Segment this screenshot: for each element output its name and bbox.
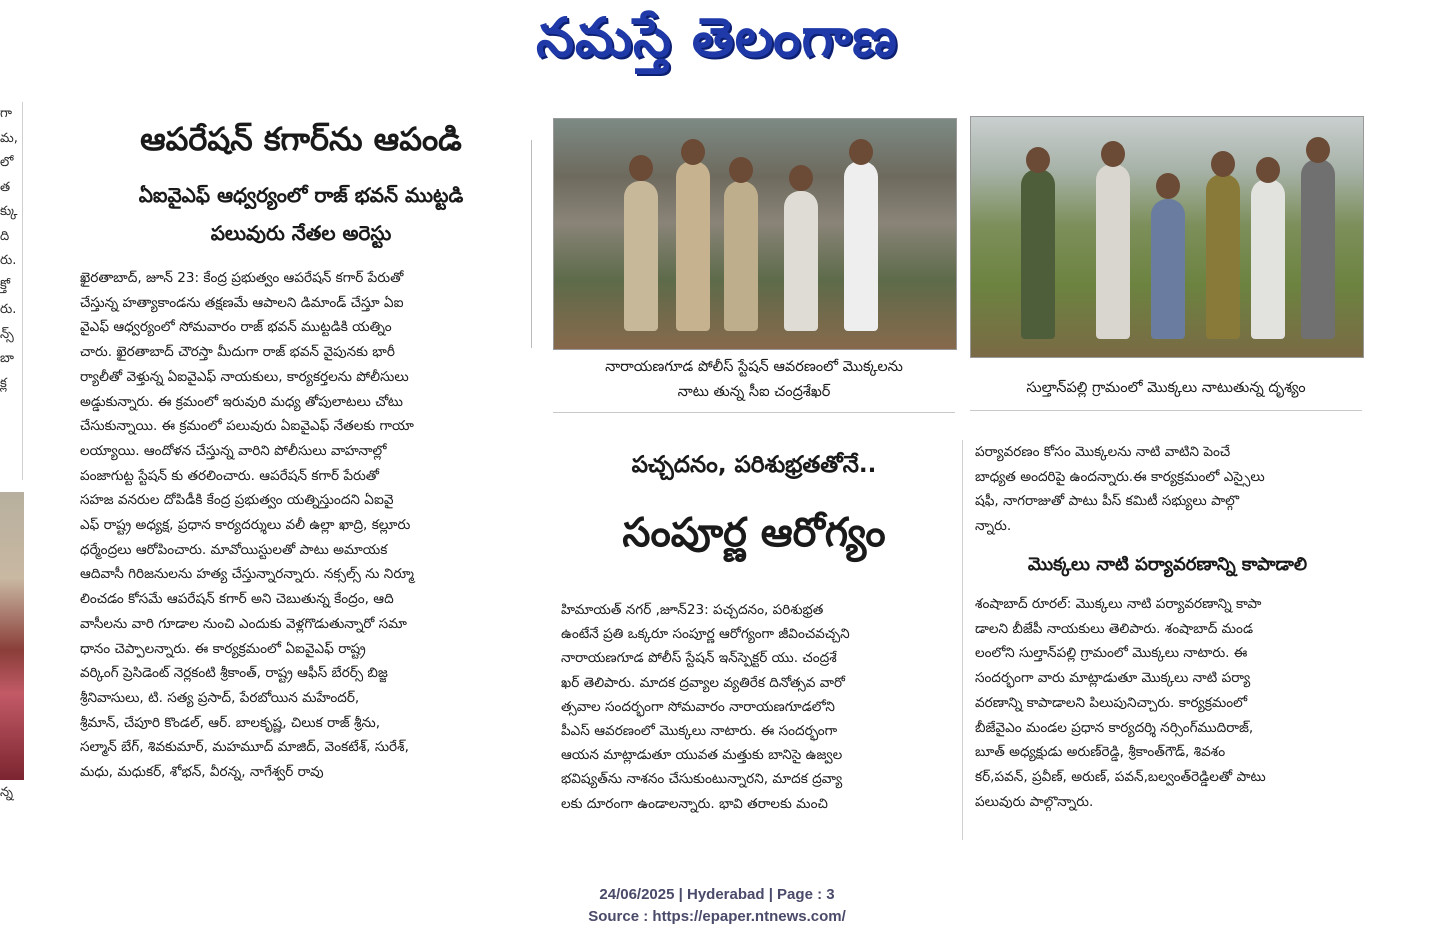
body-line: శ్రీనివాసులు, టి. సత్య ప్రసాద్, పేరబోయిన మహేందర్,	[80, 689, 360, 706]
photo2-caption: సుల్తాన్‌పల్లి గ్రామంలో మొక్కలు నాటుతున్న దృశ్యం	[1026, 380, 1306, 396]
photo-figure-head	[1156, 173, 1180, 199]
body-line: ఖైరతాబాద్, జూన్ 23: కేంద్ర ప్రభుత్వం ఆపరేషన్ కగార్ పేరుతో	[80, 270, 404, 286]
body-line: చేసుకున్నాయి. ఈ క్రమంలో పలువురు ఏఐవైఎఫ్ నేతలకు గాయా	[80, 418, 414, 435]
article2-body	[561, 598, 951, 816]
body-line: ఖర్ తెలిపారు. మాదక ద్రవ్యాల వ్యతిరేక దినోత్సవ వారో	[561, 674, 845, 691]
photo-figure-head	[1306, 137, 1330, 163]
body-line: బూత్ అధ్యక్షుడు అరుణ్‌రెడ్డి, శ్రీకాంత్‌గౌడ్, శివశం	[975, 744, 1226, 761]
photo-figure	[1096, 164, 1130, 339]
body-line: వర్కింగ్ ప్రెసిడెంట్ నెర్లకంటి శ్రీకాంత్, రాష్ట్ర ఆఫీస్ బేరర్స్ బిజ్జ	[80, 665, 388, 682]
left-strip-line: న్స్	[0, 326, 14, 342]
article2-kicker: పచ్చదనం, పరిశుభ్రతతోనే..	[631, 452, 877, 478]
left-strip-line: క్కు	[0, 204, 18, 219]
article-operation-kagar	[80, 120, 522, 785]
left-strip-line: క్తో	[0, 277, 11, 293]
body-line: నారాయణగూడ పోలీస్ స్టేషన్ ఇన్‌స్పెక్టర్ యు. చంద్రశే	[561, 650, 837, 667]
body-line: బాధ్యత అందరిపై ఉందన్నారు.ఈ కార్యక్రమంలో ఎస్సైలు	[975, 468, 1265, 485]
photo-figure-head	[629, 155, 653, 181]
photo-figure	[1021, 169, 1055, 339]
body-line: అడ్డుకున్నారు. ఈ క్రమంలో ఇరువురి మధ్య తోపులాటలు చోటు	[80, 393, 404, 410]
body-line: భవిష్యత్‌ను నాశనం చేసుకుంటున్నారని, మాదక ద్రవ్యా	[561, 771, 843, 788]
body-line: వాసీలను వారి గూడాల నుంచి ఎందుకు వెళ్లగొడుతున్నారో సమా	[80, 615, 407, 632]
body-line: ధర్మేంద్రలు ఆరోపించారు. మావోయిస్టులతో పాటు అమాయక	[80, 541, 388, 558]
body-line: ఆదివాసీ గిరిజనులను హత్య చేస్తున్నారన్నారు. నక్సల్స్ ను నిర్మూ	[80, 566, 414, 583]
body-line: చేస్తున్న హత్యాకాండను తక్షణమే ఆపాలని డిమాండ్ చేస్తూ ఏఐ	[80, 294, 404, 311]
photo-figure	[1301, 159, 1335, 339]
article-subhead: పలువురు నేతల అరెస్టు	[210, 221, 392, 245]
left-strip-line: క్ల	[0, 375, 7, 391]
body-line: బీజేవైఎం మండల ప్రధాన కార్యదర్శి నర్సింగ్‌ముదిరాజ్,	[975, 719, 1254, 736]
body-line: మధు, మధుకర్, శోభన్, వీరన్న, నాగేశ్వర్ రావు	[80, 764, 324, 781]
body-line: ర్యాలీతో వెళ్తున్న ఏఐవైఎఫ్ నాయకులు, కార్యకర్తలను పోలీసులు	[80, 368, 409, 385]
left-strip-line: మ,	[0, 130, 18, 146]
left-strip-line: త	[0, 179, 11, 195]
body-line: హిమాయత్ నగర్ ,జూన్23: పచ్చదనం, పరిశుభ్రత	[561, 602, 824, 618]
photo-figure	[1151, 199, 1185, 339]
masthead	[0, 5, 1434, 80]
body-line: సల్మాన్ బేగ్, శివకుమార్, మహమూద్ మాజిద్, వెంకటేశ్, సురేశ్,	[80, 739, 409, 756]
body-line: పంజాగుట్ట స్టేషన్ కు తరలించారు. ఆపరేషన్ కగార్ పేరుతో	[80, 467, 380, 484]
photo-figure-head	[729, 157, 753, 183]
column-divider	[531, 140, 532, 348]
article-headline: ఆపరేషన్ కగార్‌ను ఆపండి	[140, 120, 462, 158]
article3-headline: మొక్కలు నాటి పర్యావరణాన్ని కాపాడాలి	[1027, 554, 1308, 575]
photo-figure	[1206, 174, 1240, 339]
body-line: వరణాన్ని కాపాడాలని పిలుపునిచ్చారు. కార్యక్రమంలో	[975, 694, 1248, 711]
body-line: న్నారు.	[975, 517, 1012, 534]
photo-figure-head	[681, 139, 705, 165]
photo-figure	[844, 161, 878, 331]
left-strip-text	[0, 102, 23, 480]
section-divider	[553, 412, 955, 413]
footer-source-line: Source : https://epaper.ntnews.com/	[588, 908, 846, 925]
photo-figure-head	[1211, 151, 1235, 177]
article-subhead: ఏఐవైఎఫ్ ఆధ్వర్యంలో రాజ్ భవన్ ముట్టడి	[138, 183, 464, 207]
body-line: ఉంటేనే ప్రతి ఒక్కరూ సంపూర్ణ ఆరోగ్యంగా జీవించవచ్చని	[561, 626, 850, 643]
body-line: ధానం చెప్పాలన్నారు. ఈ కార్యక్రమంలో ఏఐవైఎఫ్ రాష్ట్ర	[80, 640, 366, 657]
article2-headline: సంపూర్ణ ఆరోగ్యం	[622, 510, 886, 556]
photo-figure	[676, 161, 710, 331]
photo-figure	[1251, 179, 1285, 339]
photo-figure	[724, 181, 758, 331]
photo-sultanpalli-planting	[970, 116, 1364, 358]
left-strip-line: లో	[0, 155, 14, 170]
article-body	[80, 266, 522, 785]
body-line: కర్,పవన్, ప్రవీణ్, అరుణ్, పవన్,బల్వంత్‌రెడ్డిలతో పాటు	[975, 768, 1266, 785]
body-line: షఫీ, నాగరాజుతో పాటు పీస్ కమిటీ సభ్యులు పాల్గొ	[975, 493, 1240, 509]
body-line: లించడం కోసమే ఆపరేషన్ కగార్ అని చెబుతున్న కేంద్రం, ఆది	[80, 591, 394, 608]
section-divider	[970, 410, 1362, 411]
newspaper-title: నమస్తే తెలంగాణ	[536, 5, 898, 69]
column-divider	[962, 440, 963, 840]
body-line: సందర్భంగా వారు మాట్లాడుతూ మొక్కలు నాటి పర్యా	[975, 670, 1251, 687]
body-line: పీఎస్ ఆవరణంలో మొక్కలు నాటారు. ఈ సందర్భంగా	[561, 723, 838, 740]
left-strip-line: గా	[0, 106, 12, 121]
photo-figure	[624, 181, 658, 331]
body-line: లకు దూరంగా ఉండాలన్నారు. భావి తరాలకు మంచి	[561, 795, 828, 812]
page-footer	[0, 884, 1434, 928]
body-line: శ్రీమాన్, చేపూరి కొండల్, ఆర్. బాలకృష్ణ, చిలుక రాజ్ శ్రీను,	[80, 714, 381, 731]
body-line: పలువురు పాల్గొన్నారు.	[975, 793, 1094, 810]
body-line: పర్యావరణం కోసం మొక్కలను నాటి వాటిని పెంచే	[975, 444, 1231, 460]
article3-lead-body	[975, 440, 1360, 538]
left-strip-bottom: న్న	[0, 785, 13, 800]
body-line: వైఎఫ్ ఆధ్వర్యంలో సోమవారం రాజ్ భవన్ ముట్టడికి యత్నిం	[80, 319, 392, 336]
footer-date-line: 24/06/2025 | Hyderabad | Page : 3	[599, 886, 835, 903]
body-line: చారు. ఖైరతాబాద్ చౌరస్తా మీదుగా రాజ్ భవన్ వైపునకు భారీ	[80, 344, 395, 361]
body-line: డాలని బీజేపీ నాయకులు తెలిపారు. శంషాబాద్ మండ	[975, 620, 1254, 637]
body-line: లంలోని సుల్తాన్‌పల్లి గ్రామంలో మొక్కలు నాటారు. ఈ	[975, 645, 1248, 662]
photo-figure-head	[849, 139, 873, 165]
left-strip-line: బా	[0, 351, 14, 366]
photo-figure-head	[1101, 141, 1125, 167]
body-line: ఆయన మాట్లాడుతూ యువత మత్తుకు బానిసై ఉజ్వల	[561, 747, 843, 764]
body-line: సహజ వనరుల దోపిడీకి కేంద్ర ప్రభుత్వం యత్నిస్తుందని ఏఐవై	[80, 492, 394, 509]
left-partial-photo	[0, 492, 24, 780]
caption-line: నాటు తున్న సీఐ చంద్రశేఖర్	[677, 384, 831, 400]
left-strip-line: రు.	[0, 253, 17, 268]
photo-figure	[784, 191, 818, 331]
body-line: త్సవాల సందర్భంగా సోమవారం నారాయణగూడలోని	[561, 698, 835, 715]
article3-body	[975, 592, 1360, 814]
photo-figure-head	[1026, 147, 1050, 173]
photo-figure-head	[789, 165, 813, 191]
photo-police-planting	[553, 118, 957, 350]
left-strip-line: ది	[0, 228, 10, 244]
body-line: లయ్యాయి. ఆందోళన చేస్తున్న వారిని పోలీసులు వాహనాల్లో	[80, 442, 387, 459]
photo-figure-head	[1256, 157, 1280, 183]
body-line: శంషాబాద్ రూరల్: మొక్కలు నాటి పర్యావరణాన్ని కాపా	[975, 596, 1262, 612]
body-line: ఎఫ్ రాష్ట్ర అధ్యక్ష, ప్రధాన కార్యదర్శులు వలీ ఉల్లా ఖాద్రి, కల్లూరు	[80, 517, 411, 534]
photo1-caption	[553, 355, 955, 405]
left-strip-line: రు.	[0, 302, 17, 317]
caption-line: నారాయణగూడ పోలీస్ స్టేషన్ ఆవరణంలో మొక్కలను	[605, 359, 903, 375]
